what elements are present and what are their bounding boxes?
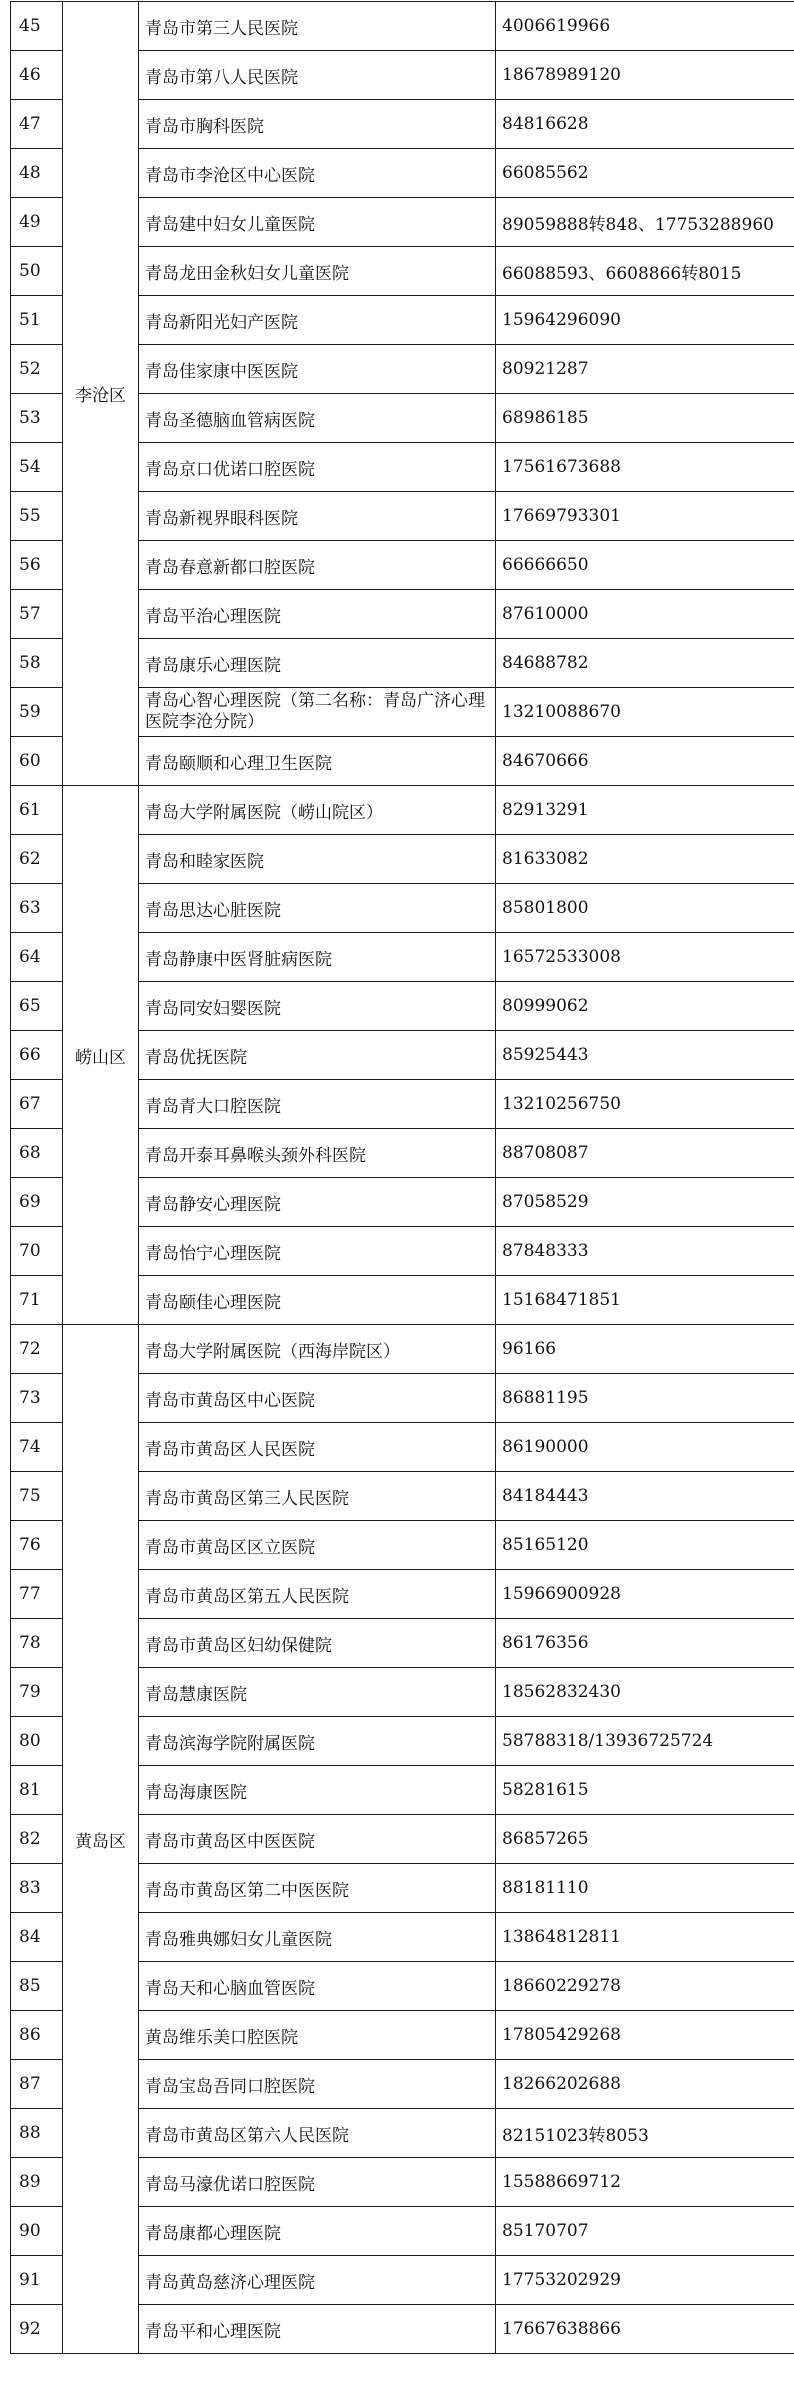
hospital-name: 青岛优抚医院 [139, 1031, 496, 1080]
hospital-phone: 96166 [496, 1325, 794, 1374]
hospital-name: 青岛平和心理医院 [139, 2305, 496, 2354]
row-number: 59 [11, 688, 63, 737]
hospital-phone: 17805429268 [496, 2011, 794, 2060]
hospital-name: 青岛海康医院 [139, 1766, 496, 1815]
hospital-name: 青岛康都心理医院 [139, 2207, 496, 2256]
table-row [11, 786, 794, 835]
hospital-name: 青岛新阳光妇产医院 [139, 296, 496, 345]
hospital-name: 青岛思达心脏医院 [139, 884, 496, 933]
row-number: 86 [11, 2011, 63, 2060]
hospital-name: 青岛静康中医肾脏病医院 [139, 933, 496, 982]
hospital-phone: 18678989120 [496, 51, 794, 100]
hospital-name: 青岛春意新都口腔医院 [139, 541, 496, 590]
hospital-name: 青岛市黄岛区第二中医医院 [139, 1864, 496, 1913]
hospital-name: 青岛市黄岛区第三人民医院 [139, 1472, 496, 1521]
row-number: 51 [11, 296, 63, 345]
hospital-name: 青岛怡宁心理医院 [139, 1227, 496, 1276]
hospital-phone: 81633082 [496, 835, 794, 884]
row-number: 84 [11, 1913, 63, 1962]
hospital-phone: 15964296090 [496, 296, 794, 345]
hospital-name: 青岛康乐心理医院 [139, 639, 496, 688]
hospital-name: 青岛平治心理医院 [139, 590, 496, 639]
row-number: 73 [11, 1374, 63, 1423]
hospital-phone: 18562832430 [496, 1668, 794, 1717]
hospital-name: 青岛雅典娜妇女儿童医院 [139, 1913, 496, 1962]
hospital-name: 青岛颐顺和心理卫生医院 [139, 737, 496, 786]
hospital-phone: 17669793301 [496, 492, 794, 541]
hospital-phone: 13864812811 [496, 1913, 794, 1962]
row-number: 57 [11, 590, 63, 639]
hospital-name: 青岛同安妇婴医院 [139, 982, 496, 1031]
hospital-phone: 58788318/13936725724 [496, 1717, 794, 1766]
hospital-name: 青岛市黄岛区区立医院 [139, 1521, 496, 1570]
hospital-phone: 86857265 [496, 1815, 794, 1864]
hospital-name: 青岛滨海学院附属医院 [139, 1717, 496, 1766]
row-number: 69 [11, 1178, 63, 1227]
row-number: 67 [11, 1080, 63, 1129]
hospital-name: 青岛市黄岛区中心医院 [139, 1374, 496, 1423]
row-number: 74 [11, 1423, 63, 1472]
hospital-name: 青岛大学附属医院（崂山院区） [139, 786, 496, 835]
row-number: 77 [11, 1570, 63, 1619]
hospital-phone: 84816628 [496, 100, 794, 149]
row-number: 62 [11, 835, 63, 884]
hospital-phone: 17667638866 [496, 2305, 794, 2354]
row-number: 80 [11, 1717, 63, 1766]
hospital-phone: 89059888转848、17753288960 [496, 198, 794, 247]
hospital-phone: 82151023转8053 [496, 2109, 794, 2158]
row-number: 49 [11, 198, 63, 247]
hospital-phone: 86881195 [496, 1374, 794, 1423]
row-number: 88 [11, 2109, 63, 2158]
hospital-name: 青岛慧康医院 [139, 1668, 496, 1717]
row-number: 47 [11, 100, 63, 149]
hospital-phone: 84184443 [496, 1472, 794, 1521]
row-number: 61 [11, 786, 63, 835]
hospital-phone: 84688782 [496, 639, 794, 688]
hospital-phone: 17753202929 [496, 2256, 794, 2305]
hospital-phone: 80999062 [496, 982, 794, 1031]
row-number: 68 [11, 1129, 63, 1178]
hospital-phone: 58281615 [496, 1766, 794, 1815]
hospital-name: 青岛天和心脑血管医院 [139, 1962, 496, 2011]
hospital-name: 青岛市黄岛区中医医院 [139, 1815, 496, 1864]
hospital-name: 青岛佳家康中医医院 [139, 345, 496, 394]
row-number: 64 [11, 933, 63, 982]
hospital-name: 青岛市黄岛区第五人民医院 [139, 1570, 496, 1619]
hospital-name: 青岛圣德脑血管病医院 [139, 394, 496, 443]
hospital-name: 青岛市第八人民医院 [139, 51, 496, 100]
table-row [11, 2, 794, 51]
hospital-phone: 85170707 [496, 2207, 794, 2256]
hospital-name: 青岛市第三人民医院 [139, 2, 496, 51]
row-number: 63 [11, 884, 63, 933]
row-number: 72 [11, 1325, 63, 1374]
row-number: 70 [11, 1227, 63, 1276]
hospital-name: 青岛市黄岛区妇幼保健院 [139, 1619, 496, 1668]
row-number: 87 [11, 2060, 63, 2109]
hospital-name: 青岛和睦家医院 [139, 835, 496, 884]
hospital-phone: 18660229278 [496, 1962, 794, 2011]
row-number: 92 [11, 2305, 63, 2354]
row-number: 75 [11, 1472, 63, 1521]
hospital-phone: 66085562 [496, 149, 794, 198]
hospital-table [10, 1, 794, 2354]
hospital-phone: 66666650 [496, 541, 794, 590]
hospital-phone: 85801800 [496, 884, 794, 933]
row-number: 46 [11, 51, 63, 100]
hospital-table-body [11, 2, 794, 2354]
row-number: 76 [11, 1521, 63, 1570]
hospital-name: 青岛市黄岛区人民医院 [139, 1423, 496, 1472]
row-number: 45 [11, 2, 63, 51]
hospital-name: 青岛颐佳心理医院 [139, 1276, 496, 1325]
hospital-phone: 87058529 [496, 1178, 794, 1227]
hospital-name: 青岛马濠优诺口腔医院 [139, 2158, 496, 2207]
hospital-name: 黄岛维乐美口腔医院 [139, 2011, 496, 2060]
hospital-name: 青岛青大口腔医院 [139, 1080, 496, 1129]
hospital-name: 青岛大学附属医院（西海岸院区） [139, 1325, 496, 1374]
hospital-phone: 66088593、6608866转8015 [496, 247, 794, 296]
row-number: 58 [11, 639, 63, 688]
hospital-phone: 82913291 [496, 786, 794, 835]
hospital-name: 青岛黄岛慈济心理医院 [139, 2256, 496, 2305]
row-number: 78 [11, 1619, 63, 1668]
hospital-phone: 87610000 [496, 590, 794, 639]
hospital-name: 青岛建中妇女儿童医院 [139, 198, 496, 247]
hospital-phone: 86176356 [496, 1619, 794, 1668]
row-number: 91 [11, 2256, 63, 2305]
hospital-name: 青岛宝岛吾同口腔医院 [139, 2060, 496, 2109]
row-number: 60 [11, 737, 63, 786]
district-cell: 黄岛区 [63, 1325, 139, 2354]
row-number: 82 [11, 1815, 63, 1864]
row-number: 79 [11, 1668, 63, 1717]
hospital-name: 青岛市李沧区中心医院 [139, 149, 496, 198]
row-number: 52 [11, 345, 63, 394]
hospital-name: 青岛市黄岛区第六人民医院 [139, 2109, 496, 2158]
row-number: 65 [11, 982, 63, 1031]
row-number: 81 [11, 1766, 63, 1815]
district-cell: 李沧区 [63, 2, 139, 786]
row-number: 56 [11, 541, 63, 590]
row-number: 83 [11, 1864, 63, 1913]
hospital-name: 青岛静安心理医院 [139, 1178, 496, 1227]
hospital-phone: 17561673688 [496, 443, 794, 492]
hospital-name: 青岛龙田金秋妇女儿童医院 [139, 247, 496, 296]
hospital-phone: 88181110 [496, 1864, 794, 1913]
row-number: 55 [11, 492, 63, 541]
hospital-phone: 87848333 [496, 1227, 794, 1276]
row-number: 50 [11, 247, 63, 296]
hospital-phone: 18266202688 [496, 2060, 794, 2109]
hospital-name: 青岛开泰耳鼻喉头颈外科医院 [139, 1129, 496, 1178]
hospital-name: 青岛心智心理医院（第二名称：青岛广济心理医院李沧分院） [139, 688, 496, 737]
row-number: 85 [11, 1962, 63, 2011]
row-number: 48 [11, 149, 63, 198]
hospital-phone: 86190000 [496, 1423, 794, 1472]
hospital-phone: 68986185 [496, 394, 794, 443]
row-number: 66 [11, 1031, 63, 1080]
hospital-phone: 80921287 [496, 345, 794, 394]
hospital-phone: 4006619966 [496, 2, 794, 51]
row-number: 90 [11, 2207, 63, 2256]
hospital-phone: 85925443 [496, 1031, 794, 1080]
row-number: 71 [11, 1276, 63, 1325]
hospital-phone: 84670666 [496, 737, 794, 786]
row-number: 89 [11, 2158, 63, 2207]
hospital-name: 青岛市胸科医院 [139, 100, 496, 149]
hospital-name: 青岛京口优诺口腔医院 [139, 443, 496, 492]
hospital-phone: 15168471851 [496, 1276, 794, 1325]
hospital-phone: 15966900928 [496, 1570, 794, 1619]
row-number: 54 [11, 443, 63, 492]
hospital-phone: 13210256750 [496, 1080, 794, 1129]
row-number: 53 [11, 394, 63, 443]
hospital-phone: 15588669712 [496, 2158, 794, 2207]
hospital-phone: 88708087 [496, 1129, 794, 1178]
hospital-phone: 13210088670 [496, 688, 794, 737]
hospital-phone: 16572533008 [496, 933, 794, 982]
table-row [11, 1325, 794, 1374]
hospital-name: 青岛新视界眼科医院 [139, 492, 496, 541]
hospital-phone: 85165120 [496, 1521, 794, 1570]
district-cell: 崂山区 [63, 786, 139, 1325]
